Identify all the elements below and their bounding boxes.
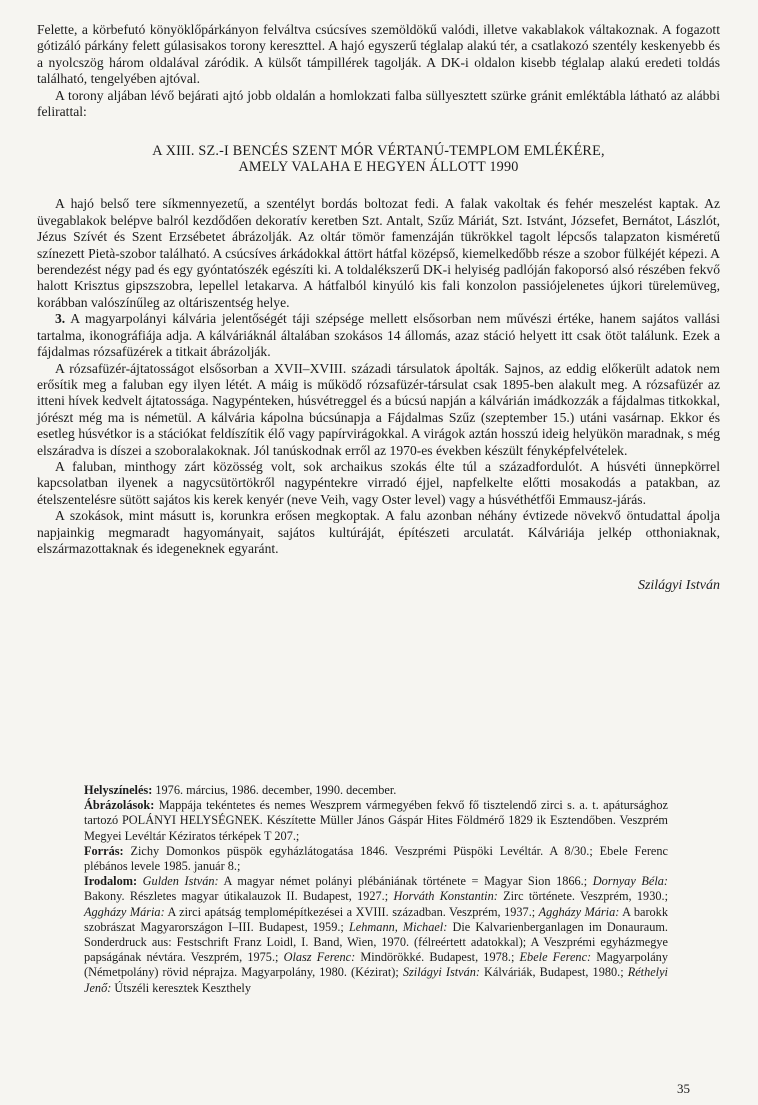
inscription-line: A XIII. SZ.-I BENCÉS SZENT MÓR VÉRTANÚ-TEMPLOM EMLÉKÉRE,: [152, 143, 605, 160]
note-label: Ábrázolások:: [84, 798, 155, 813]
literature-title: Bakony. Részletes magyar útikalauzok II. Budapest, 1927.;: [84, 889, 394, 904]
paragraph: A hajó belső tere síkmennyezetű, a szentélyt bordás boltozat fedi. A falak vakoltak és fehér meszelést kaptak. Az üvegablakok belépve balról kezdődően dekoratív keretben Szt. Antalt, Szűz Máriát, Szt. Istvánt, Józsefet, Bernátot, Lászlót, Jézus Szívét és Szent Erzsébetet ábrázolják. Az oltár tömör famenzáján tükrökkel tagolt lépcsős talapzaton kisméretű színezett Pietà-szobor található. A csúcsíves árkádokkal áttört hátfal középső, kiemelkedőbb része a szobor fülkéjét képezi. A berendezést négy pad és egy gyóntatószék egészíti ki. A toldalékszerű DK-i helyiség padlóján fakoporsó alsó részében fekvő halott Krisztus gipszszobra, lepellel letakarva. A hátfalból kinyúló kis fali konzolon passiójelenetes újkori türelemüveg, korábban valószínűleg az oltáriszentség helye.: [37, 196, 720, 310]
literature-author: Ebele Ferenc:: [519, 950, 592, 965]
literature-author: Szilágyi István:: [402, 965, 480, 980]
literature-author: Horváth Konstantin:: [393, 889, 498, 904]
note-text: Mappája tekéntetes és nemes Weszprem vármegyében fekvő fő tisztelendő zirci s. a. t. apátursághoz tartozó POLÁNYI HELYSÉGNEK. Készítette Müller János Gáspár Hites Földmérő 1829 ik Esztendőben. Veszprém Megyei Levéltár Kéziratos térképek T 207.;: [84, 798, 668, 843]
note-text: 1976. március, 1986. december, 1990. december.: [152, 783, 397, 797]
inscription-line: AMELY VALAHA E HEGYEN ÁLLOTT 1990: [238, 159, 519, 176]
paragraph: Felette, a körbefutó könyöklőpárkányon felváltva csúcsíves szemöldökű valódi, illetve vakablakok váltakoznak. A fogazott gótizáló párkány felett gúlasisakos torony kereszttel. A hajó egyszerű téglalap alakú tér, a csatlakozó szentély keskenyebb és a nyolcszög három oldalával záródik. A külsőt támpillérek tagolják. A DK-i oldalon kisebb téglalap alakú eredeti toldás található, tengelyében ajtóval.: [37, 22, 720, 87]
literature-author: Aggházy Mária:: [538, 904, 620, 919]
literature-title: A magyar német polányi plébániának története = Magyar Sion 1866.;: [218, 874, 593, 889]
note-label: Helyszínelés:: [84, 783, 153, 797]
author-signature: Szilágyi István: [637, 578, 720, 594]
literature-title: A barokk szobrászat Magyarországon I–III. Budapest, 1959.;: [84, 904, 668, 934]
note-label: Forrás:: [84, 843, 124, 858]
literature-list: [84, 874, 668, 994]
literature-author: Lehmann, Michael:: [348, 919, 448, 934]
literature-title: Útszéli keresztek Keszthely: [111, 980, 251, 995]
literature-title: Mindörökké. Budapest, 1978.;: [355, 950, 520, 965]
literature-author: Réthelyi Jenő:: [84, 965, 668, 995]
note-sources: [84, 844, 668, 874]
note-images: [84, 798, 668, 844]
page-number: 35: [677, 1081, 690, 1096]
note-label: Irodalom:: [84, 874, 138, 889]
note-site: [84, 783, 668, 798]
paragraph: [37, 311, 720, 360]
paragraph: A torony aljában lévő bejárati ajtó jobb oldalán a homlokzati falba süllyesztett szürke gránit emléktábla látható az alábbi felirattal:: [37, 87, 720, 120]
section-number: 3.: [55, 311, 66, 327]
literature-author: Aggházy Mária:: [84, 904, 165, 919]
literature-author: Gulden István:: [142, 874, 219, 889]
literature-author: Olasz Ferenc:: [283, 950, 356, 965]
literature-title: Magyarpolány (Németpolány) rövid néprajza. Magyarpolány, 1980. (Kézirat);: [84, 950, 668, 980]
note-text: Zichy Domonkos püspök egyházlátogatása 1846. Veszprémi Püspöki Levéltár. A 8/30.; Ebele Ferenc plébános levele 1985. január 8.;: [84, 843, 668, 874]
literature-title: A zirci apátság templomépítkezései a XVIII. században. Veszprém, 1937.;: [164, 904, 539, 919]
memorial-inscription: [37, 143, 720, 175]
literature-title: Kálváriák, Budapest, 1980.;: [480, 965, 628, 980]
reference-notes: [84, 783, 668, 996]
literature-author: Dornyay Béla:: [592, 874, 669, 889]
literature-title: Die Kalvarienberganlagen im Donauraum. Sonderdruck aus: Festschrift Franz Loidl, I. Band, Wien, 1970. (félreértett adatokkal); A Veszprémi egyházmegye papságának névtára. Veszprém, 1975.;: [84, 919, 669, 965]
paragraph: A rózsafüzér-ájtatosságot elsősorban a XVII–XVIII. századi társulatok ápolták. Sajnos, az eddig előkerült adatok nem erősítik meg a faluban egy ilyen létét. A máig is működő rózsafüzér-társulat csak 1895-ben alakult meg. A rózsafüzér az itteni hívek kedvelt ájtatossága. Nagypénteken, húsvétreggel és a búcsú napján a kálvárián imádkozzák a fájdalmas titkokkal, jórészt még ma is németül. A kálvária kápolna búcsúnapja a Fájdalmas Szűz (szeptember 15.) utáni vasárnap. Ekkor és esetleg húsvétkor is a stációkat feldíszítik élő vagy papírvirágokkal. A virágok aztán hosszú ideig helyükön maradnak, s még elszáradva is díszei a szoboralakoknak. Jól tanúskodnak erről az 1970-es években készült fényképfelvételek.: [37, 360, 720, 458]
article-body: [37, 22, 720, 595]
paragraph: A szokások, mint másutt is, korunkra erősen megkoptak. A falu azonban néhány évtizede növekvő öntudattal ápolja napjainkig megmaradt hagyományait, sajátos kultúráját, építészeti arculatát. Kálváriája jelkép otthoniaknak, elszármazottaknak és idegeneknek egyaránt.: [37, 508, 720, 556]
note-literature: [84, 874, 668, 996]
section-text: A magyarpolányi kálvária jelentőségét táji szépsége mellett elsősorban nem művészi értéke, hanem sajátos vallási tartalma, ikonográfiája adja. A kálváriáknál általában szokásos 14 állomás, azaz stáció helyett itt csak ötöt találunk. Ezek a fájdalmas rózsafüzérek a titkait ábrázolják.: [37, 311, 720, 360]
page-content: [37, 22, 720, 595]
paragraph: A faluban, minthogy zárt közösség volt, sok archaikus szokás élte túl a századfordulót. A húsvéti ünnepkörrel kapcsolatban ilyenek a nagycsütörtökről nagypéntekre virradó éjjel, napfelkelte előtti mosakodás a patakban, az ételszentelésre sütött sajátos kis kerek kenyér (neve Veih, vagy Oster level) vagy a húsvéthétfői Emmausz-járás.: [37, 458, 720, 507]
literature-title: Zirc története. Veszprém, 1930.;: [497, 889, 668, 904]
